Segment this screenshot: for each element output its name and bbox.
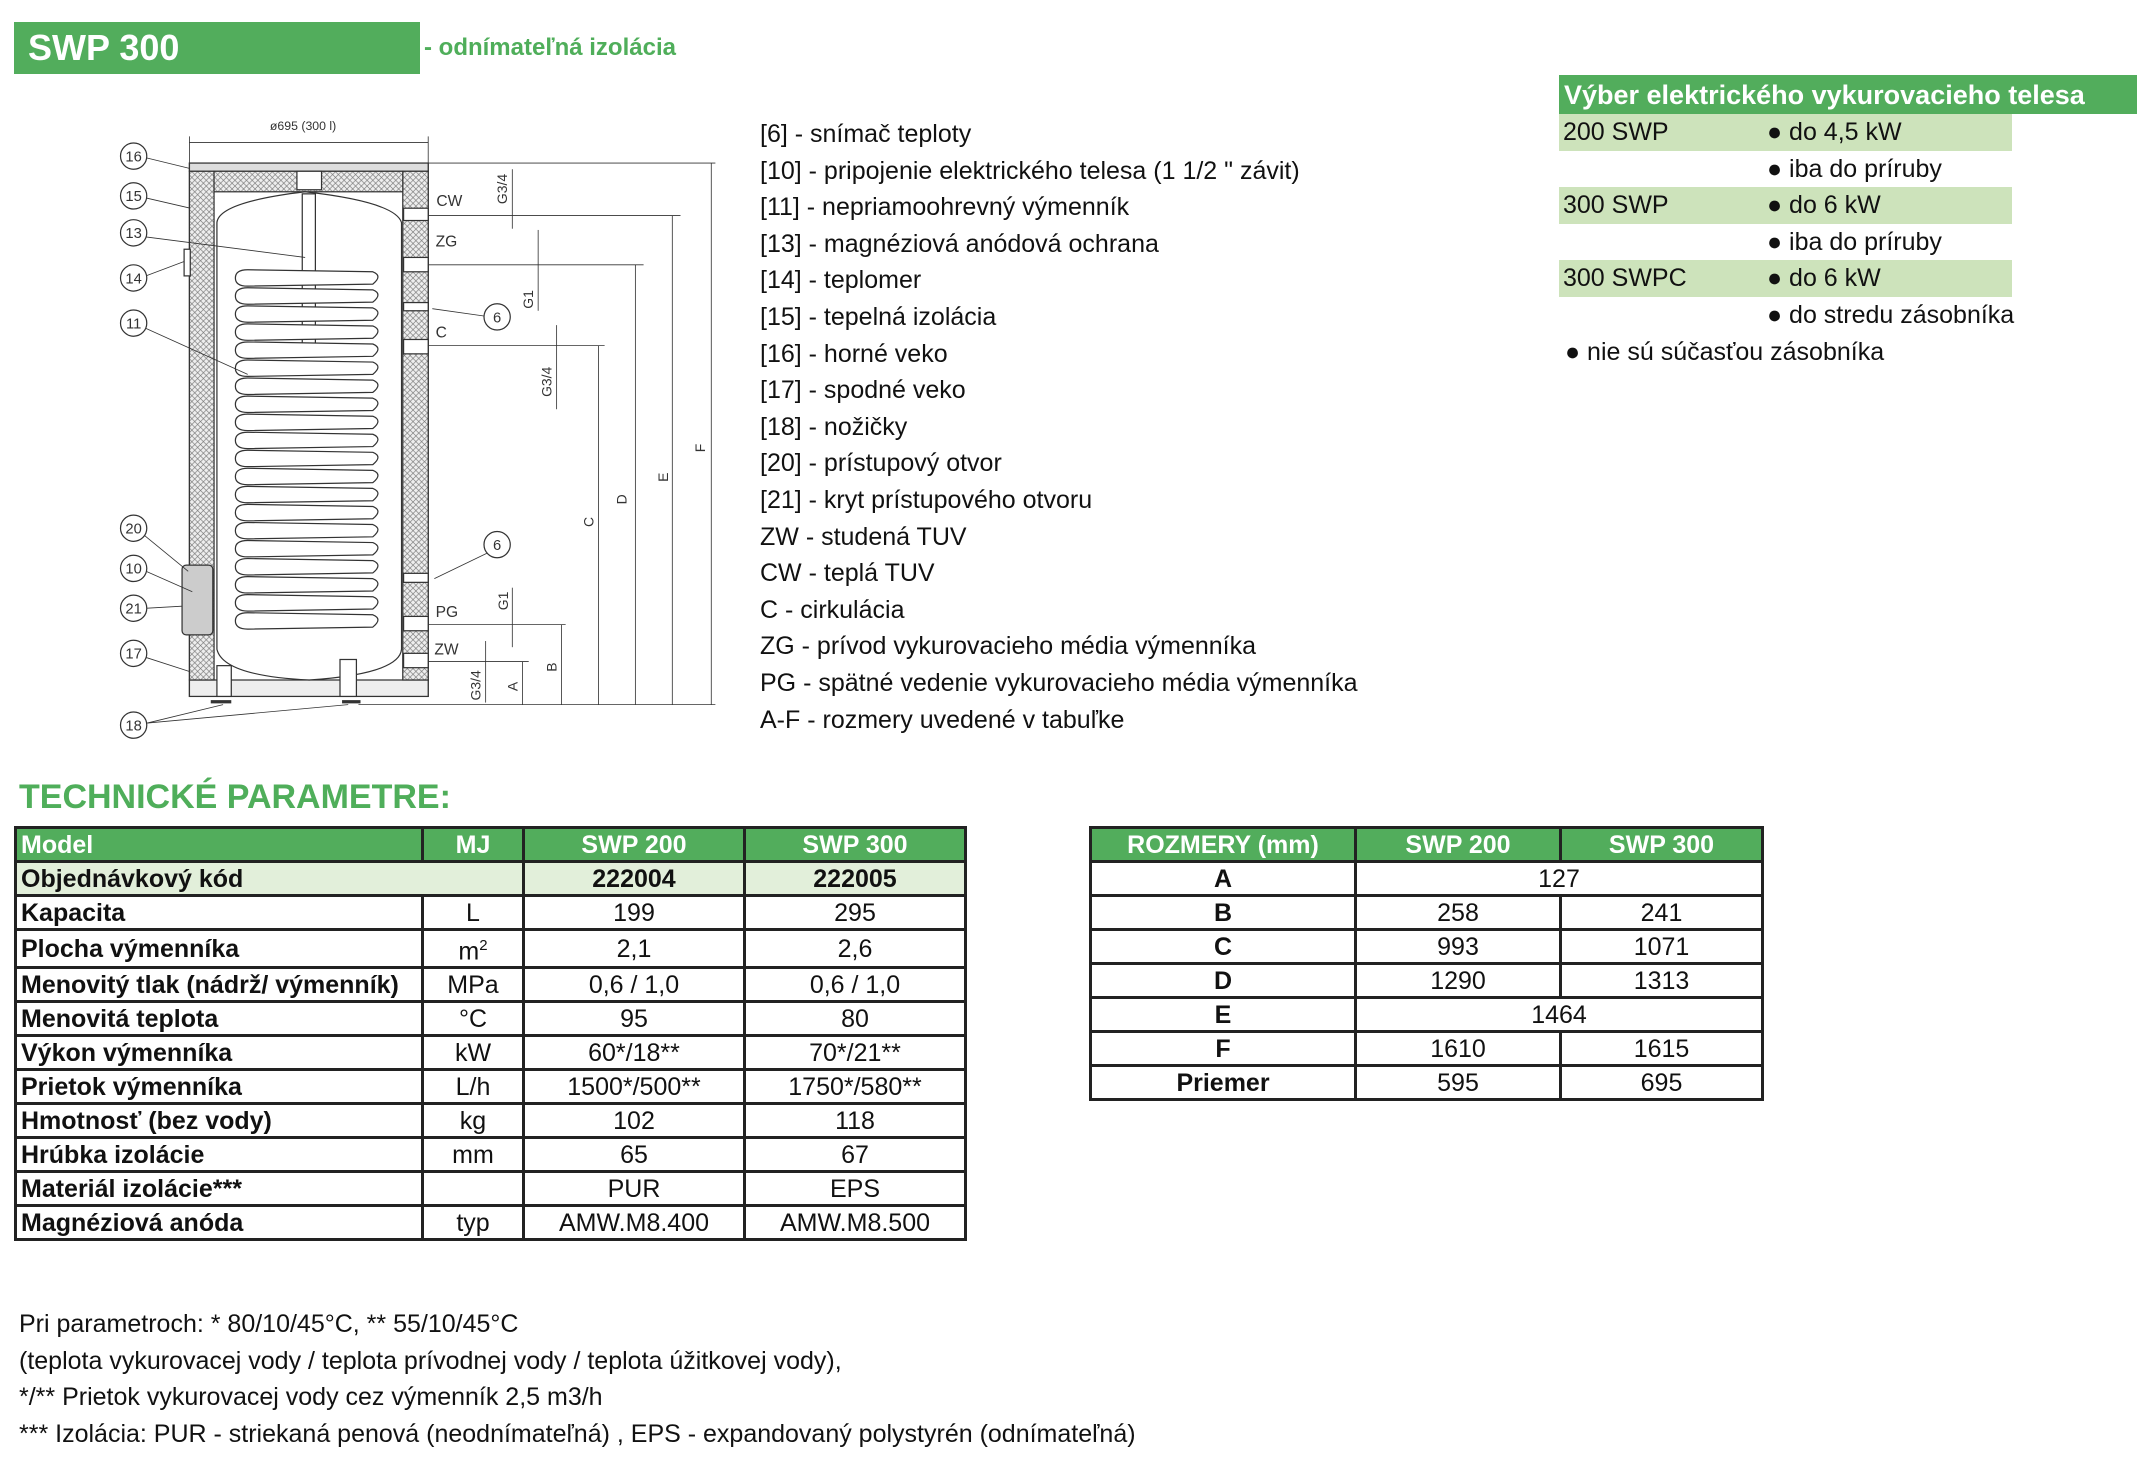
callout-number: 11 bbox=[125, 316, 142, 333]
heater-note: ● do stredu zásobníka bbox=[1767, 300, 2015, 329]
heater-note: ● iba do príruby bbox=[1767, 227, 1942, 256]
param-label: Výkon výmenníka bbox=[16, 1036, 423, 1070]
param-value-swp200: 65 bbox=[524, 1138, 745, 1172]
dim-label-b: B bbox=[543, 662, 560, 672]
param-value-swp300: 70*/21** bbox=[745, 1036, 966, 1070]
heater-selection-panel bbox=[1559, 75, 2137, 370]
dim-label-c: C bbox=[580, 516, 597, 527]
dim-label: D bbox=[1091, 964, 1356, 998]
param-value-swp200: 199 bbox=[524, 896, 745, 930]
callout-marker bbox=[121, 595, 147, 621]
coil-loop bbox=[235, 396, 378, 412]
legend-item: [18] - nožičky bbox=[760, 412, 908, 441]
footnote: *** Izolácia: PUR - striekaná penová (neodnímateľná) , EPS - expandovaný polystyrén (odnímateľná) bbox=[19, 1419, 1136, 1448]
coil-loop bbox=[235, 306, 378, 322]
callout-number: 13 bbox=[125, 226, 142, 243]
legend-item: [15] - tepelná izolácia bbox=[760, 302, 997, 331]
param-unit-text: typ bbox=[456, 1208, 490, 1237]
coil-loop bbox=[235, 414, 378, 430]
order-code-swp300: 222005 bbox=[745, 862, 966, 896]
label-c: C bbox=[435, 324, 447, 342]
heater-model: 300 SWPC bbox=[1563, 264, 1687, 293]
param-value-swp200: 2,1 bbox=[524, 930, 745, 968]
coil-loop bbox=[235, 577, 378, 593]
heater-row bbox=[1559, 187, 2012, 224]
order-code-label: Objednávkový kód bbox=[16, 862, 524, 896]
legend-item: [20] - prístupový otvor bbox=[760, 449, 1002, 478]
access-cover bbox=[182, 565, 213, 635]
heater-power: ● do 6 kW bbox=[1767, 191, 1881, 220]
legend-item: [14] - teplomer bbox=[760, 266, 922, 295]
legend-item: [13] - magnéziová anódová ochrana bbox=[760, 229, 1159, 258]
table-row bbox=[1091, 1066, 1763, 1100]
heater-note: ● iba do príruby bbox=[1767, 154, 1942, 183]
col-header-swp300: SWP 300 bbox=[1561, 828, 1763, 862]
product-title: SWP 300 bbox=[14, 22, 420, 74]
col-header-swp200: SWP 200 bbox=[1356, 828, 1561, 862]
dim-value-swp300: 241 bbox=[1561, 896, 1763, 930]
legend-item: [21] - kryt prístupového otvoru bbox=[760, 485, 1093, 514]
callout-marker bbox=[121, 712, 147, 738]
thread-label: G3/4 bbox=[467, 670, 484, 701]
thread-label: G1 bbox=[495, 591, 512, 611]
footnote: */** Prietok vykurovacej vody cez výmenník 2,5 m3/h bbox=[19, 1383, 603, 1412]
label-cw: CW bbox=[436, 193, 463, 211]
param-unit bbox=[423, 1172, 524, 1206]
param-value-swp200: AMW.M8.400 bbox=[524, 1206, 745, 1240]
dim-value-swp300: 1071 bbox=[1561, 930, 1763, 964]
callout-number: 16 bbox=[125, 149, 142, 166]
coil-loop bbox=[235, 342, 378, 358]
table-row bbox=[16, 930, 966, 968]
param-unit bbox=[423, 968, 524, 1002]
table-row bbox=[16, 1104, 966, 1138]
coil-loop bbox=[235, 595, 378, 611]
callout-marker bbox=[121, 183, 147, 209]
dim-value-swp200: 1610 bbox=[1356, 1032, 1561, 1066]
callout-marker bbox=[121, 265, 147, 291]
coil-loop bbox=[235, 360, 378, 376]
param-unit-text: m bbox=[458, 937, 480, 966]
param-unit bbox=[423, 930, 524, 968]
coil-loop bbox=[235, 288, 378, 304]
table-row bbox=[16, 1206, 966, 1240]
callout-number: 21 bbox=[125, 601, 142, 618]
dimensions-table bbox=[1089, 826, 1764, 1101]
legend-item: CW - teplá TUV bbox=[760, 559, 935, 588]
param-unit-text: L/h bbox=[455, 1072, 491, 1101]
legend-item: A-F - rozmery uvedené v tabuľke bbox=[760, 705, 1125, 734]
table-row bbox=[16, 1172, 966, 1206]
param-unit bbox=[423, 1036, 524, 1070]
label-zw: ZW bbox=[434, 641, 459, 659]
footnotes bbox=[19, 1306, 1136, 1452]
callout-marker bbox=[121, 515, 147, 541]
dim-label-d: D bbox=[613, 494, 630, 505]
param-value-swp200: 102 bbox=[524, 1104, 745, 1138]
heater-panel-title: Výber elektrického vykurovacieho telesa bbox=[1559, 75, 2137, 114]
param-label: Hrúbka izolácie bbox=[16, 1138, 423, 1172]
table-row bbox=[1091, 1032, 1763, 1066]
thread-label: G1 bbox=[519, 290, 536, 309]
dim-label-a: A bbox=[504, 681, 521, 692]
thread-label: G3/4 bbox=[538, 366, 555, 397]
coil-loop bbox=[235, 270, 378, 286]
table-row bbox=[1091, 964, 1763, 998]
coil-loop bbox=[235, 486, 378, 502]
dim-label: F bbox=[1091, 1032, 1356, 1066]
legend-item: [10] - pripojenie elektrického telesa (1 1/2 " závit) bbox=[760, 156, 1300, 185]
param-value-swp300: 118 bbox=[745, 1104, 966, 1138]
param-unit bbox=[423, 1070, 524, 1104]
param-unit-sup: 2 bbox=[479, 937, 488, 954]
coil-loop bbox=[235, 432, 378, 448]
param-unit bbox=[423, 1104, 524, 1138]
callout-marker bbox=[121, 555, 147, 581]
tech-params-title: TECHNICKÉ PARAMETRE: bbox=[19, 778, 451, 816]
dim-value-swp200: 1290 bbox=[1356, 964, 1561, 998]
col-header-swp200: SWP 200 bbox=[524, 828, 745, 862]
legend-item: [17] - spodné veko bbox=[760, 376, 966, 405]
param-value-swp300: AMW.M8.500 bbox=[745, 1206, 966, 1240]
callout-number: 14 bbox=[125, 271, 142, 288]
table-row bbox=[1091, 896, 1763, 930]
dim-label: Priemer bbox=[1091, 1066, 1356, 1100]
param-unit-text: kg bbox=[459, 1106, 487, 1135]
param-unit bbox=[423, 1002, 524, 1036]
heater-note-row bbox=[1559, 297, 2015, 334]
table-row bbox=[1091, 862, 1763, 896]
table-row bbox=[16, 1138, 966, 1172]
coil-loop bbox=[235, 504, 378, 520]
heater-row bbox=[1559, 114, 2012, 151]
legend-list bbox=[760, 116, 1358, 738]
table-row bbox=[16, 968, 966, 1002]
diameter-label: ø695 (300 l) bbox=[269, 120, 337, 133]
param-value-swp300: 0,6 / 1,0 bbox=[745, 968, 966, 1002]
dim-label: E bbox=[1091, 998, 1356, 1032]
col-header-dimensions: ROZMERY (mm) bbox=[1091, 828, 1356, 862]
param-label: Menovitá teplota bbox=[16, 1002, 423, 1036]
callout-number: 18 bbox=[125, 718, 142, 735]
param-value-swp300: 80 bbox=[745, 1002, 966, 1036]
callout-number: 6 bbox=[493, 537, 502, 554]
param-value-swp200: 0,6 / 1,0 bbox=[524, 968, 745, 1002]
legend-item: [11] - nepriamoohrevný výmenník bbox=[760, 193, 1130, 222]
param-label: Materiál izolácie*** bbox=[16, 1172, 423, 1206]
dim-label-f: F bbox=[692, 443, 709, 453]
table-row bbox=[16, 896, 966, 930]
param-label: Kapacita bbox=[16, 896, 423, 930]
heater-model: 300 SWP bbox=[1563, 191, 1669, 220]
param-unit-text: MPa bbox=[447, 970, 499, 999]
top-lid bbox=[189, 163, 428, 171]
legend-item: ZW - studená TUV bbox=[760, 522, 967, 551]
dim-value-swp200: 258 bbox=[1356, 896, 1561, 930]
footnote: (teplota vykurovacej vody / teplota prívodnej vody / teplota úžitkovej vody), bbox=[19, 1346, 842, 1375]
param-unit-text: L bbox=[466, 898, 480, 927]
callout-marker bbox=[484, 304, 510, 330]
coil-loop bbox=[235, 378, 378, 394]
param-value-swp300: 1750*/580** bbox=[745, 1070, 966, 1104]
tank-diagram bbox=[100, 120, 740, 760]
param-unit bbox=[423, 1206, 524, 1240]
table-row bbox=[16, 1070, 966, 1104]
order-code-swp200: 222004 bbox=[524, 862, 745, 896]
table-row bbox=[16, 1002, 966, 1036]
coil-loop bbox=[235, 613, 378, 629]
heater-note-row bbox=[1559, 224, 2012, 261]
heater-power: ● do 4,5 kW bbox=[1767, 118, 1902, 146]
param-unit bbox=[423, 896, 524, 930]
dim-label-e: E bbox=[655, 472, 672, 482]
col-header-swp300: SWP 300 bbox=[745, 828, 966, 862]
param-label: Prietok výmenníka bbox=[16, 1070, 423, 1104]
legend-item: [6] - snímač teploty bbox=[760, 120, 972, 148]
dim-label: A bbox=[1091, 862, 1356, 896]
coil-loop bbox=[235, 450, 378, 466]
callout-number: 20 bbox=[125, 521, 142, 538]
technical-parameters-table bbox=[14, 826, 967, 1241]
param-unit-text: °C bbox=[458, 1004, 488, 1033]
table-header-row bbox=[1091, 828, 1763, 862]
coil-loop bbox=[235, 324, 378, 340]
param-unit-text: kW bbox=[454, 1038, 492, 1067]
heater-footer-note: ● nie sú súčasťou zásobníka bbox=[1565, 337, 1885, 366]
callout-marker bbox=[121, 310, 147, 336]
dim-label: C bbox=[1091, 930, 1356, 964]
param-value-swp300: 295 bbox=[745, 896, 966, 930]
dim-value-swp300: 1615 bbox=[1561, 1032, 1763, 1066]
insulation-right bbox=[403, 171, 428, 680]
order-code-row bbox=[16, 862, 966, 896]
dim-value-both: 1464 bbox=[1356, 998, 1763, 1032]
param-label: Hmotnosť (bez vody) bbox=[16, 1104, 423, 1138]
legend-item: ZG - prívod vykurovacieho média výmenníka bbox=[760, 632, 1257, 661]
heater-row bbox=[1559, 260, 2012, 297]
param-value-swp300: 67 bbox=[745, 1138, 966, 1172]
legend-item: [16] - horné veko bbox=[760, 339, 948, 368]
param-unit bbox=[423, 1138, 524, 1172]
product-subtitle: - odnímateľná izolácia bbox=[424, 34, 676, 61]
label-zg: ZG bbox=[435, 233, 458, 251]
table-row bbox=[1091, 998, 1763, 1032]
heater-note-row bbox=[1559, 151, 2012, 188]
param-value-swp200: 95 bbox=[524, 1002, 745, 1036]
callout-marker bbox=[121, 220, 147, 246]
heater-power: ● do 6 kW bbox=[1767, 264, 1881, 293]
col-header-model: Model bbox=[16, 828, 423, 862]
table-header-row bbox=[16, 828, 966, 862]
coil-loop bbox=[235, 468, 378, 484]
callout-marker bbox=[121, 640, 147, 666]
label-pg: PG bbox=[435, 604, 459, 622]
footnote: Pri parametroch: * 80/10/45°C, ** 55/10/45°C bbox=[19, 1310, 519, 1338]
coil-loop bbox=[235, 559, 378, 575]
callout-number: 15 bbox=[125, 189, 142, 206]
param-value-swp200: 60*/18** bbox=[524, 1036, 745, 1070]
legend-item: PG - spätné vedenie vykurovacieho média výmenníka bbox=[760, 668, 1358, 697]
param-value-swp200: PUR bbox=[524, 1172, 745, 1206]
dim-value-both: 127 bbox=[1356, 862, 1763, 896]
col-header-unit: MJ bbox=[423, 828, 524, 862]
param-value-swp300: 2,6 bbox=[745, 930, 966, 968]
callout-number: 6 bbox=[493, 310, 502, 327]
param-unit-text: mm bbox=[452, 1140, 494, 1169]
dim-value-swp200: 595 bbox=[1356, 1066, 1561, 1100]
param-label: Plocha výmenníka bbox=[16, 930, 423, 968]
param-value-swp300: EPS bbox=[745, 1172, 966, 1206]
heater-model: 200 SWP bbox=[1563, 118, 1669, 146]
coil-loop bbox=[235, 522, 378, 538]
table-row bbox=[16, 1036, 966, 1070]
dim-value-swp300: 695 bbox=[1561, 1066, 1763, 1100]
thread-label: G3/4 bbox=[493, 173, 510, 205]
param-value-swp200: 1500*/500** bbox=[524, 1070, 745, 1104]
callout-number: 10 bbox=[125, 561, 142, 578]
table-row bbox=[1091, 930, 1763, 964]
param-label: Menovitý tlak (nádrž/ výmenník) bbox=[16, 968, 423, 1002]
thermometer bbox=[184, 249, 190, 276]
dim-value-swp200: 993 bbox=[1356, 930, 1561, 964]
callout-marker bbox=[484, 531, 510, 557]
legend-item: C - cirkulácia bbox=[760, 595, 905, 624]
callout-marker bbox=[121, 143, 147, 169]
coil-loop bbox=[235, 541, 378, 557]
callout-number: 17 bbox=[125, 646, 142, 663]
param-label: Magnéziová anóda bbox=[16, 1206, 423, 1240]
dim-value-swp300: 1313 bbox=[1561, 964, 1763, 998]
dim-label: B bbox=[1091, 896, 1356, 930]
